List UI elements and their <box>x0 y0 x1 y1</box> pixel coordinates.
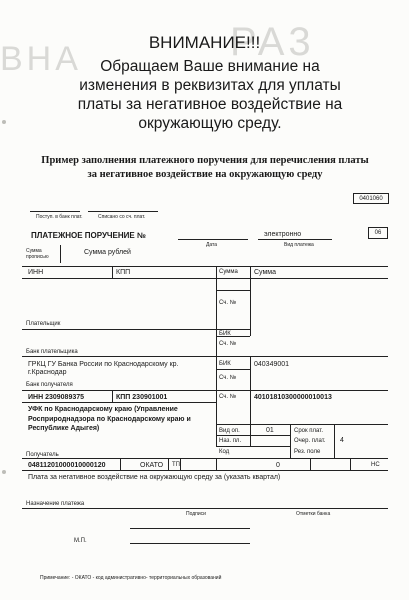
purpose-text: Плата за негативное воздействие на окружающую среду за (указать квартал) <box>28 474 281 481</box>
grid-line <box>216 290 250 291</box>
payee-kpp: КПП 230901001 <box>116 394 168 401</box>
grid-line <box>22 356 388 357</box>
debited-line <box>88 211 158 212</box>
divider <box>216 458 217 470</box>
bank-marks-label: Отметки банка <box>296 511 331 517</box>
grid-line <box>216 435 290 436</box>
payment-type-label: Вид платежа <box>284 242 314 248</box>
divider <box>168 458 169 470</box>
account-label: Сч. № <box>219 375 237 381</box>
purpose-code-label: Наз. пл. <box>219 438 242 444</box>
divider <box>112 266 113 278</box>
divider <box>350 458 351 470</box>
debited-label: Списано со сч. плат. <box>98 214 146 220</box>
purpose-label: Назначение платежа <box>26 501 85 507</box>
bik-label: БИК <box>219 361 231 367</box>
date-label: Дата <box>206 242 218 248</box>
payee-name-line: Республике Адыгея) <box>28 425 100 432</box>
grid-line <box>22 402 216 403</box>
bank-name <box>28 361 179 377</box>
nc-label: НС <box>371 462 380 468</box>
reserve-label: Рез. поле <box>294 449 321 455</box>
notice-line: изменения в реквизитах для уплаты <box>79 77 341 94</box>
payer-label: Плательщик <box>26 321 61 327</box>
subtitle-line: Пример заполнения платежного поручения для перечисления платы <box>41 155 369 166</box>
notice-line: окружающую среду. <box>138 115 282 132</box>
divider <box>310 458 311 470</box>
grid-line <box>22 470 388 471</box>
date-line <box>178 239 248 240</box>
divider <box>250 290 251 336</box>
inn-label: ИНН <box>28 269 44 276</box>
grid-line <box>22 266 388 267</box>
divider <box>290 424 291 458</box>
grid-line <box>22 329 216 330</box>
sum-label: Сумма <box>219 269 238 275</box>
stamp-label: М.П. <box>74 538 87 544</box>
zero-value: 0 <box>276 462 280 469</box>
form-title: ПЛАТЕЖНОЕ ПОРУЧЕНИЕ № <box>31 231 146 240</box>
payment-type-line <box>258 239 332 240</box>
binder-hole <box>2 470 6 474</box>
payer-bank-label: Банк плательщика <box>26 349 78 355</box>
footnote: Примечание: - ОКАТО - код административно- территориальных образований <box>40 575 222 581</box>
divider <box>334 424 335 458</box>
notice-title: ВНИМАНИЕ!!! <box>148 33 261 52</box>
payee-inn: ИНН 2309089375 <box>28 394 85 401</box>
notice-line: платы за негативное воздействие на <box>77 96 343 113</box>
form-code-box: 0401060 <box>353 193 389 204</box>
divider <box>250 356 251 446</box>
bank-name-line: ГРКЦ ГУ Банка России по Краснодарскому кр. <box>28 361 179 368</box>
subtitle-line: за негативное воздействие на окружающую среду <box>87 169 323 180</box>
divider <box>112 390 113 402</box>
order-value: 4 <box>340 437 344 444</box>
status-box: 06 <box>368 227 388 239</box>
notice-line: Обращаем Ваше внимание на <box>100 58 320 75</box>
grid-line <box>22 458 388 459</box>
divider <box>60 245 61 263</box>
payee-bank-label: Банк получателя <box>26 382 73 388</box>
signatures-label: Подписи <box>186 511 206 517</box>
grid-line <box>22 508 388 509</box>
tp-label: ТП <box>172 462 180 468</box>
background-bleed-text: BHA <box>0 40 82 78</box>
order-label: Очер. плат. <box>294 438 326 444</box>
account-label: Сч. № <box>219 394 237 400</box>
received-label: Поступ. в банк плат. <box>36 214 83 220</box>
okato-label: ОКАТО <box>140 462 164 469</box>
payee-account: 40101810300000010013 <box>254 394 332 401</box>
kbk-value: 04811201000010000120 <box>28 462 106 469</box>
payee-name-line: Росприроднадзора по Краснодарскому краю и <box>28 415 191 423</box>
op-type-label: Вид оп. <box>219 428 240 434</box>
account-label: Сч. № <box>219 341 237 347</box>
amount-words-label: Сумма прописью <box>26 248 49 260</box>
payment-type-value: электронно <box>264 231 302 238</box>
example-subtitle <box>20 154 390 182</box>
payee-name <box>28 405 191 434</box>
divider <box>180 458 181 470</box>
bank-name-line: г.Краснодар <box>28 369 67 376</box>
amount-words-value: Сумма рублей <box>84 249 131 256</box>
signature-line <box>130 528 250 529</box>
code-label: Код <box>219 449 230 455</box>
background-bleed-text: PA3 <box>230 20 315 64</box>
grid-line <box>22 278 388 279</box>
divider <box>120 458 121 470</box>
bik-label: БИК <box>219 331 231 337</box>
grid-line <box>216 446 290 447</box>
grid-line <box>22 390 388 391</box>
kpp-label: КПП <box>116 269 131 276</box>
grid-line <box>216 424 388 425</box>
bik-value: 040349001 <box>254 361 290 368</box>
grid-line <box>216 336 250 337</box>
grid-line <box>216 329 250 330</box>
binder-hole <box>2 120 6 124</box>
op-type-value: 01 <box>266 427 274 434</box>
divider <box>250 266 251 290</box>
payee-label: Получатель <box>26 452 59 458</box>
received-line <box>30 211 80 212</box>
sum-value: Сумма <box>254 269 276 276</box>
grid-line <box>216 369 250 370</box>
due-label: Срок плат. <box>294 428 324 434</box>
signature-line <box>130 543 250 544</box>
payee-name-line: УФК по Краснодарскому краю (Управление <box>28 406 178 413</box>
notice-body <box>50 57 370 133</box>
account-label: Сч. № <box>219 300 237 306</box>
